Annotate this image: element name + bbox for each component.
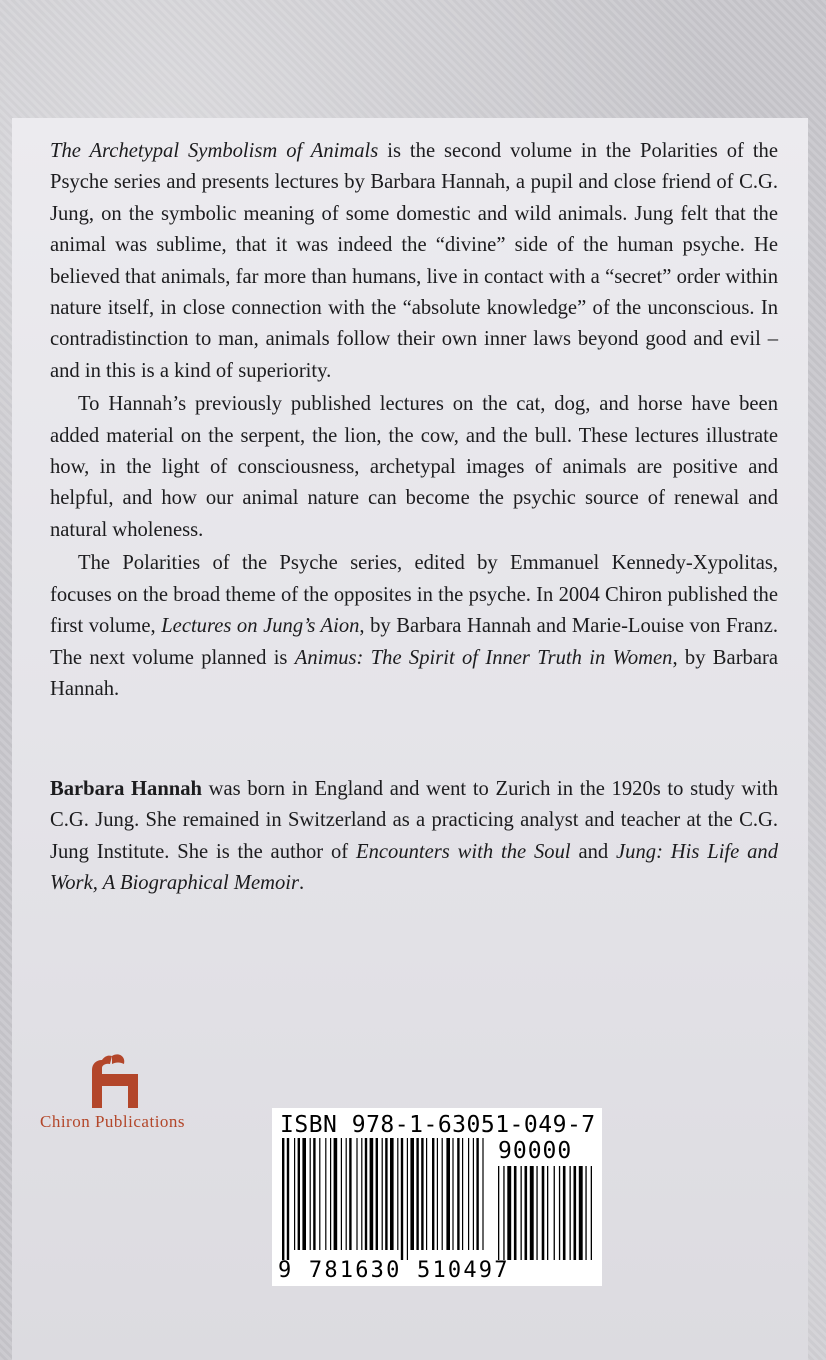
barcode-bar bbox=[421, 1138, 423, 1250]
barcode-bar bbox=[356, 1138, 357, 1250]
author-bio bbox=[50, 774, 778, 900]
chiron-logo-icon bbox=[88, 1052, 152, 1112]
barcode-bar bbox=[426, 1138, 427, 1250]
book-description bbox=[50, 136, 778, 705]
author-bio-paragraph bbox=[50, 774, 778, 900]
addon-bar bbox=[507, 1166, 511, 1260]
barcode-bar bbox=[361, 1138, 362, 1250]
addon-bar bbox=[542, 1166, 545, 1260]
barcode-bar bbox=[382, 1138, 383, 1250]
barcode-bar bbox=[442, 1138, 443, 1250]
barcode-bar bbox=[346, 1138, 347, 1250]
description-text-3b: , by Barbara Hannah and Marie-Louise von Franz. The next volume planned is bbox=[50, 615, 779, 669]
barcode-bar bbox=[476, 1138, 478, 1250]
price-addon-digits: 90000 bbox=[498, 1138, 573, 1164]
description-text-3c: , by Barbara Hannah. bbox=[50, 646, 778, 700]
barcode-bar bbox=[294, 1138, 295, 1250]
barcode-bar bbox=[390, 1138, 394, 1250]
author-name: Barbara Hannah bbox=[50, 778, 202, 800]
description-paragraph-3 bbox=[50, 548, 778, 705]
ean-barcode-bars bbox=[282, 1138, 488, 1260]
barcode-bar bbox=[452, 1138, 453, 1250]
barcode-bar bbox=[349, 1138, 351, 1250]
description-paragraph-1 bbox=[50, 136, 778, 387]
addon-bar bbox=[574, 1166, 577, 1260]
author-book-title-1: Encounters with the Soul bbox=[356, 840, 571, 863]
addon-bar bbox=[570, 1166, 571, 1260]
bio-text-a: was born in England and went to Zurich in the 1920s to study with C.G. Jung. She remained in Switzerland as a practicing analyst and teacher at the C.G. Jung Institute. She is the author of bbox=[50, 778, 778, 863]
barcode-bar bbox=[302, 1138, 306, 1250]
addon-bar bbox=[503, 1166, 504, 1260]
barcode-bar bbox=[370, 1138, 374, 1250]
barcode-bar bbox=[310, 1138, 311, 1250]
barcode-bar bbox=[462, 1138, 463, 1250]
barcode-bar bbox=[437, 1138, 438, 1250]
addon-bar bbox=[559, 1166, 560, 1260]
bio-text-b: and bbox=[570, 840, 617, 863]
barcode-bar bbox=[397, 1138, 398, 1250]
addon-bar bbox=[554, 1166, 555, 1260]
barcode-bar bbox=[334, 1138, 338, 1250]
barcode-bar bbox=[298, 1138, 300, 1250]
addon-bar bbox=[525, 1166, 528, 1260]
series-volume-1-title: Lectures on Jung’s Aion bbox=[161, 615, 360, 638]
barcode-bar bbox=[432, 1138, 434, 1250]
barcode-bar bbox=[282, 1138, 284, 1260]
barcode-bar bbox=[385, 1138, 387, 1250]
barcode-bar bbox=[407, 1138, 408, 1260]
addon-barcode-bars bbox=[498, 1166, 594, 1260]
barcode-bar bbox=[341, 1138, 342, 1250]
barcode-bar bbox=[365, 1138, 367, 1250]
barcode-bar bbox=[313, 1138, 315, 1250]
ean-digits: 9 781630 510497 bbox=[278, 1258, 510, 1283]
description-text-1: is the second volume in the Polarities of the Psyche series and presents lectures by Barbara Hannah, a pupil and close friend of C.G. Jung, on the symbolic meaning of some domestic and wild animals. Jung felt that the animal was sublime, that it was indeed the “divine” side of the human psyche. He believed that animals, far more than humans, live in contact with a “secret” order within nature itself, in close connection with the “absolute knowledge” of the unconscious. In contradistinction to man, animals follow their own inner laws beyond good and evil – and in this is a kind of superiority. bbox=[50, 140, 778, 382]
barcode-bar bbox=[319, 1138, 320, 1250]
addon-bar bbox=[579, 1166, 583, 1260]
publisher-logo bbox=[40, 1052, 200, 1142]
barcode-bar bbox=[287, 1138, 289, 1260]
barcode-bar bbox=[410, 1138, 414, 1250]
addon-bar bbox=[536, 1166, 537, 1260]
isbn-barcode bbox=[272, 1108, 602, 1286]
book-title: The Archetypal Symbolism of Animals bbox=[50, 140, 379, 162]
publisher-name: Chiron Publications bbox=[40, 1112, 186, 1131]
bio-text-c: . bbox=[299, 872, 305, 895]
barcode-bar bbox=[468, 1138, 469, 1250]
barcode-bar bbox=[473, 1138, 474, 1250]
addon-bar bbox=[514, 1166, 517, 1260]
barcode-bar bbox=[401, 1138, 403, 1260]
addon-bar bbox=[547, 1166, 548, 1260]
addon-bar bbox=[585, 1166, 586, 1260]
barcode-bar bbox=[325, 1138, 326, 1250]
addon-bar bbox=[530, 1166, 534, 1260]
barcode-bar bbox=[330, 1138, 331, 1250]
author-book-title-2: Jung: His Life and Work, A Biographical Memoir bbox=[50, 840, 779, 895]
description-paragraph-2: To Hannah’s previously published lectures on the cat, dog, and horse have been added material on the serpent, the lion, the cow, and the bull. These lectures illustrate how, in the light of consciousness, archetypal images of animals are positive and helpful, and how our animal nature can become the psychic source of renewal and natural wholeness. bbox=[50, 393, 778, 541]
series-volume-3-title: Animus: The Spirit of Inner Truth in Women bbox=[294, 646, 673, 669]
description-text-3a: The Polarities of the Psyche series, edited by Emmanuel Kennedy-Xypolitas, focuses on the broad theme of the opposites in the psyche. In 2004 Chiron published the first volume, bbox=[50, 552, 778, 638]
barcode-bar bbox=[416, 1138, 418, 1250]
barcode-bar bbox=[457, 1138, 459, 1250]
barcode-bar bbox=[446, 1138, 450, 1250]
addon-bar bbox=[563, 1166, 566, 1260]
isbn-label: ISBN 978-1-63051-049-7 bbox=[280, 1112, 596, 1138]
barcode-bar bbox=[376, 1138, 378, 1250]
addon-bar bbox=[521, 1166, 522, 1260]
addon-bar bbox=[498, 1166, 499, 1260]
barcode-bar bbox=[482, 1138, 483, 1250]
addon-bar bbox=[591, 1166, 592, 1260]
